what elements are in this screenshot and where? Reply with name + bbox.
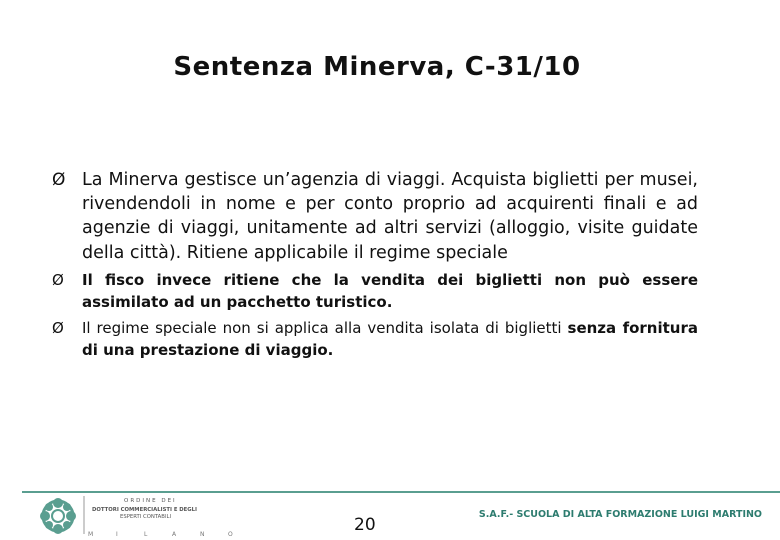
logo-line1: ORDINE DEI	[124, 498, 177, 504]
page-number: 20	[354, 515, 376, 535]
logo-line2: DOTTORI COMMERCIALISTI E DEGLI	[92, 507, 197, 513]
logo-city-letter: L	[144, 531, 148, 538]
logo-city-letter: N	[200, 531, 205, 538]
bullet-text-bold: senza fornitura di una prestazione di viaggio.	[82, 318, 698, 360]
bullet-list	[52, 168, 698, 362]
logo-city-letter: O	[228, 531, 233, 538]
bullet-item	[52, 317, 698, 362]
logo-city-letter: M	[88, 531, 94, 538]
logo-city-letter: A	[172, 531, 177, 538]
logo-city	[88, 531, 233, 538]
bullet-item	[52, 269, 698, 314]
arrow-bullet-icon: Ø	[52, 318, 64, 337]
order-emblem-icon	[40, 498, 76, 534]
arrow-bullet-icon: Ø	[52, 170, 66, 190]
logo-city-letter: I	[116, 531, 118, 538]
slide-title-text: Sentenza Minerva, C-31/10	[173, 52, 581, 82]
footer-divider	[22, 491, 780, 493]
bullet-item	[52, 168, 698, 265]
slide-title	[0, 52, 780, 82]
bullet-text: Il fisco invece ritiene che la vendita dei biglietti non può essere assimilato ad un pacchetto turistico.	[82, 270, 698, 312]
logo-line3: ESPERTI CONTABILI	[120, 514, 172, 520]
bullet-text: La Minerva gestisce un’agenzia di viaggi. Acquista biglietti per musei, rivendendoli in nome e per conto proprio ad acquirenti finali e ad agenzie di viaggi, unitamente ad altri servizi (alloggio, visite guidate della città). Ritiene applicabile il regime speciale	[82, 170, 698, 263]
bullet-text-regular: Il regime speciale non si applica alla vendita isolata di biglietti	[82, 318, 562, 337]
order-logo	[36, 496, 246, 540]
school-name: S.A.F.- SCUOLA DI ALTA FORMAZIONE LUIGI MARTINO	[478, 509, 762, 520]
arrow-bullet-icon: Ø	[52, 270, 64, 289]
